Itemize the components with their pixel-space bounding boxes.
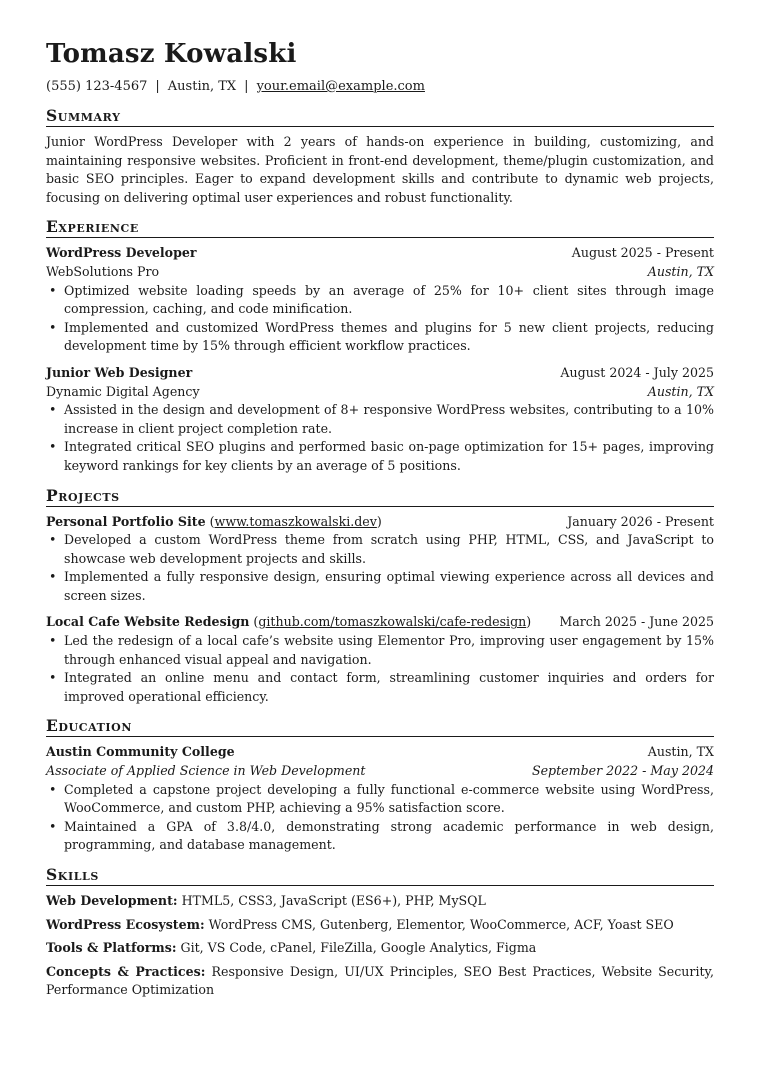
bullet-dot-icon: • <box>49 633 57 649</box>
bullet-dot-icon: • <box>49 282 57 298</box>
project-header-row <box>46 513 714 532</box>
bullet-item <box>46 319 714 356</box>
section-title-skills: Skills <box>46 865 714 886</box>
job-location: Austin, TX <box>647 263 714 279</box>
bullet-list <box>46 632 714 706</box>
project-title-group: Local Cafe Website Redesign (github.com/tomaszkowalski/cafe-redesign) <box>46 614 532 630</box>
education-degree-row <box>46 762 714 781</box>
section-title-summary: Summary <box>46 106 714 127</box>
bullet-text: Maintained a GPA of 3.8/4.0, demonstrating strong academic performance in web design, programming, and database management. <box>64 818 714 853</box>
bullet-item <box>46 818 714 855</box>
project-link[interactable]: www.tomaszkowalski.dev <box>214 513 377 529</box>
contact-separator: | <box>155 79 160 94</box>
section-title-experience: Experience <box>46 217 714 238</box>
project-entry <box>46 613 714 706</box>
contact-line <box>46 78 714 96</box>
job-dates: August 2024 - July 2025 <box>560 364 714 380</box>
bullet-item <box>46 531 714 568</box>
bullet-text: Integrated an online menu and contact form, streamlining customer inquiries and orders for improved operational efficiency. <box>64 670 714 704</box>
skills-section <box>46 865 714 1000</box>
bullet-list <box>46 282 714 356</box>
bullet-text: Assisted in the design and development of 8+ responsive WordPress websites, contributing to a 10% increase in client project completion rate. <box>64 402 714 436</box>
bullet-item <box>46 568 714 605</box>
experience-header-row <box>46 244 714 263</box>
education-section <box>46 716 714 855</box>
education-header-row <box>46 743 714 762</box>
project-header-row <box>46 613 714 632</box>
bullet-item <box>46 781 714 818</box>
bullet-dot-icon: • <box>49 569 57 585</box>
experience-header-row <box>46 364 714 383</box>
email-link[interactable]: your.email@example.com <box>256 79 425 94</box>
school-name: Austin Community College <box>46 744 235 760</box>
bullet-dot-icon: • <box>49 319 57 335</box>
bullet-text: Developed a custom WordPress theme from scratch using PHP, HTML, CSS, and JavaScript to showcase web development projects and skills. <box>64 532 714 566</box>
bullet-item <box>46 438 714 475</box>
skill-line <box>46 939 714 958</box>
skill-label: Tools & Platforms: <box>46 940 177 956</box>
bullet-dot-icon: • <box>49 670 57 686</box>
experience-company-row <box>46 383 714 402</box>
bullet-list <box>46 401 714 475</box>
experience-entry <box>46 364 714 476</box>
bullet-text: Optimized website loading speeds by an average of 25% for 10+ client sites through image compression, caching, and code minification. <box>64 282 714 317</box>
degree-name: Associate of Applied Science in Web Development <box>46 763 366 779</box>
skill-value: Responsive Design, UI/UX Principles, SEO Best Practices, Website Security, Performance Optimization <box>46 963 714 998</box>
skill-line <box>46 916 714 935</box>
education-dates: September 2022 - May 2024 <box>531 763 714 779</box>
job-dates: August 2025 - Present <box>571 245 714 261</box>
projects-section <box>46 486 714 707</box>
bullet-text: Implemented a fully responsive design, ensuring optimal viewing experience across all devices and screen sizes. <box>64 569 714 603</box>
company-name: WebSolutions Pro <box>46 263 160 279</box>
resume-header <box>46 38 714 96</box>
school-location: Austin, TX <box>647 744 714 760</box>
experience-company-row <box>46 263 714 282</box>
skill-label: Concepts & Practices: <box>46 963 206 979</box>
project-entry <box>46 513 714 606</box>
project-name: Personal Portfolio Site <box>46 513 206 529</box>
project-dates: March 2025 - June 2025 <box>559 614 714 630</box>
bullet-dot-icon: • <box>49 532 57 548</box>
bullet-list <box>46 531 714 605</box>
section-title-projects: Projects <box>46 486 714 507</box>
phone-number: (555) 123-4567 <box>46 79 148 94</box>
summary-section <box>46 106 714 207</box>
project-name: Local Cafe Website Redesign <box>46 614 250 630</box>
section-title-education: Education <box>46 716 714 737</box>
contact-separator: | <box>244 79 249 94</box>
skill-line <box>46 963 714 1000</box>
project-link[interactable]: github.com/tomaszkowalski/cafe-redesign <box>258 614 527 630</box>
bullet-dot-icon: • <box>49 781 57 797</box>
skill-label: WordPress Ecosystem: <box>46 916 205 932</box>
bullet-item <box>46 282 714 319</box>
experience-section <box>46 217 714 475</box>
skill-value: HTML5, CSS3, JavaScript (ES6+), PHP, MySQL <box>181 893 486 908</box>
bullet-item <box>46 669 714 706</box>
job-location: Austin, TX <box>647 383 714 399</box>
bullet-dot-icon: • <box>49 402 57 418</box>
bullet-text: Implemented and customized WordPress themes and plugins for 5 new client projects, reducing development time by 15% through efficient workflow practices. <box>64 319 714 354</box>
bullet-dot-icon: • <box>49 439 57 455</box>
bullet-dot-icon: • <box>49 818 57 834</box>
skill-value: Git, VS Code, cPanel, FileZilla, Google Analytics, Figma <box>180 940 537 956</box>
project-title-group: Personal Portfolio Site (www.tomaszkowalski.dev) <box>46 513 382 529</box>
skill-label: Web Development: <box>46 893 178 908</box>
bullet-item <box>46 632 714 669</box>
bullet-text: Integrated critical SEO plugins and performed basic on-page optimization for 15+ pages, improving keyword rankings for key clients by an average of 5 positions. <box>64 439 714 473</box>
location: Austin, TX <box>167 79 237 94</box>
bullet-text: Completed a capstone project developing a fully functional e-commerce website using WordPress, WooCommerce, and custom PHP, achieving a 95% satisfaction score. <box>64 781 714 816</box>
bullet-text: Led the redesign of a local cafe’s website using Elementor Pro, improving user engagement by 15% through enhanced visual appeal and navigation. <box>64 633 714 667</box>
skill-value: WordPress CMS, Gutenberg, Elementor, WooCommerce, ACF, Yoast SEO <box>208 916 674 932</box>
bullet-item <box>46 401 714 438</box>
summary-text: Junior WordPress Developer with 2 years of hands-on experience in building, customizing, and maintaining responsive websites. Proficient in front-end development, theme/plugin customization, and basic SEO principles. Eager to expand development skills and contribute to dynamic web projects, focusing on delivering optimal user experiences and robust functionality. <box>46 134 714 205</box>
skill-line <box>46 892 714 911</box>
company-name: Dynamic Digital Agency <box>46 383 200 399</box>
bullet-list <box>46 781 714 855</box>
project-dates: January 2026 - Present <box>567 513 714 529</box>
job-title: Junior Web Designer <box>46 364 193 380</box>
job-title: WordPress Developer <box>46 245 197 261</box>
candidate-name: Tomasz Kowalski <box>46 39 297 69</box>
education-entry <box>46 743 714 855</box>
experience-entry <box>46 244 714 356</box>
